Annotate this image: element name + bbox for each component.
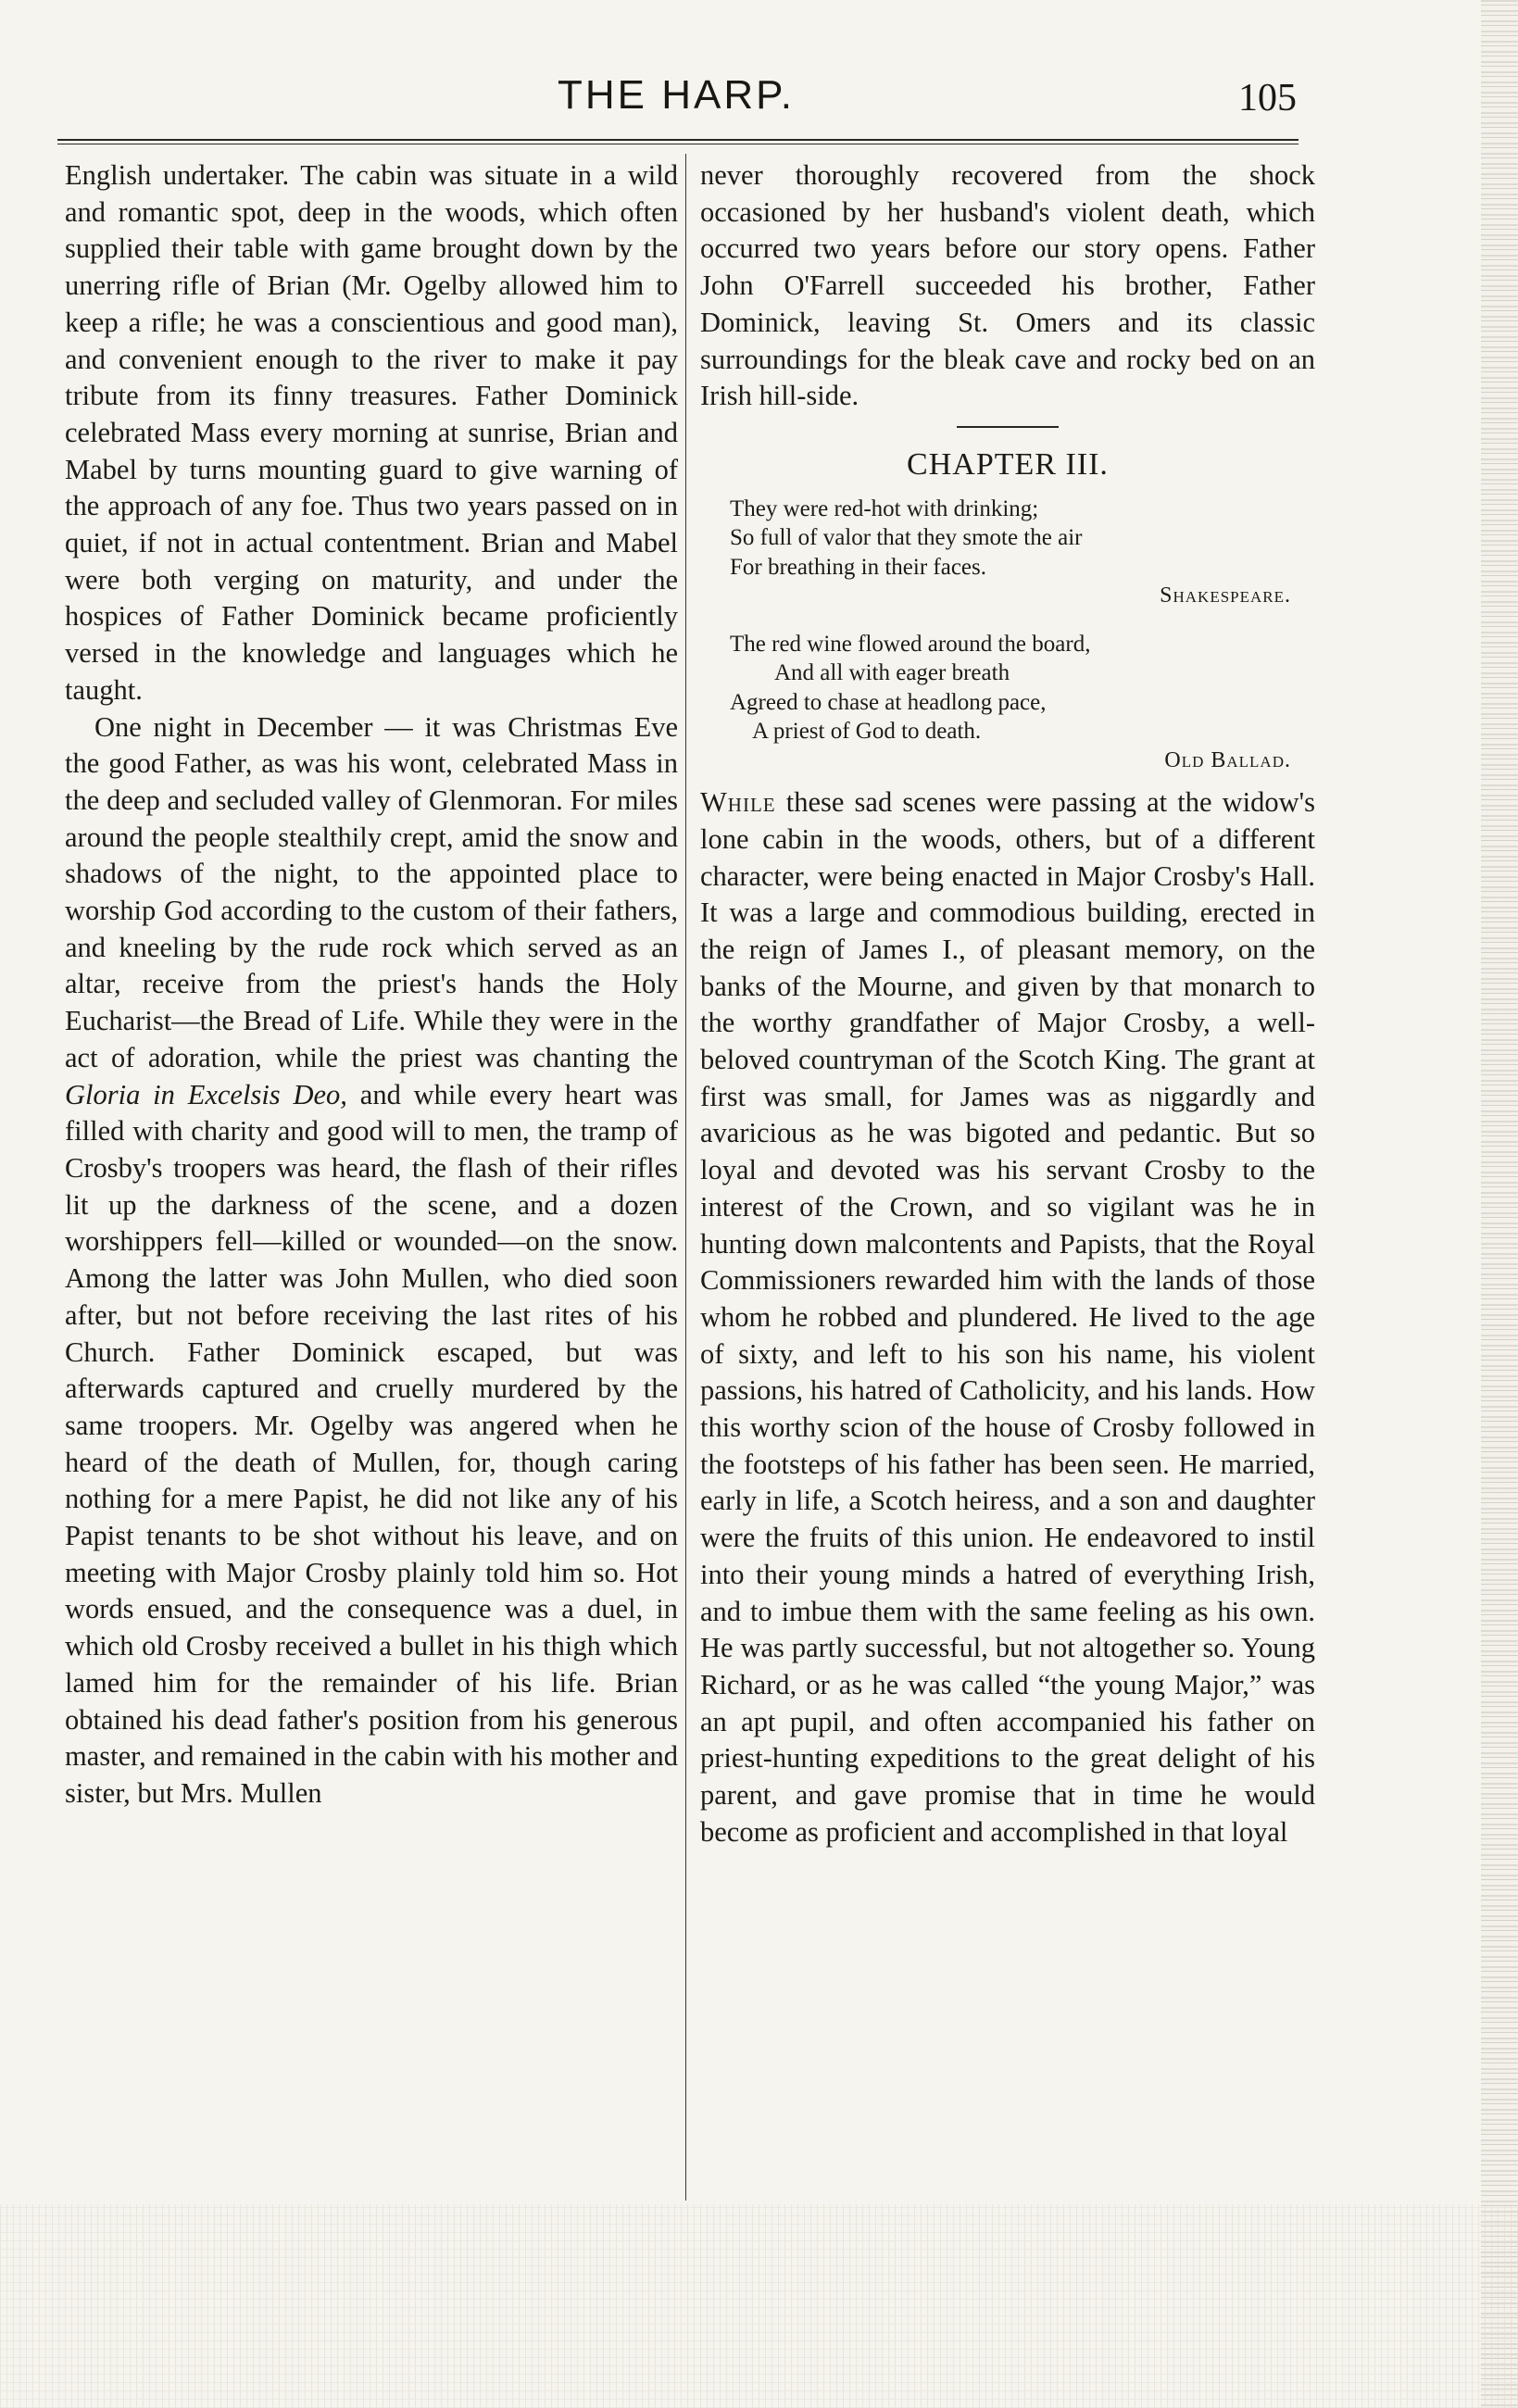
paper-grain [0, 2204, 1518, 2408]
verse-line: Agreed to chase at headlong pace, [730, 689, 1047, 715]
verse-attribution: Shakespeare. [1160, 583, 1291, 608]
paragraph-text: these sad scenes were passing at the widow's lone cabin in the woods, others, but of a different character, were being enacted in Major Crosby's Hall. It was a large and commodious building, erected in the reign of James I., of pleasant memory, on the banks of the Mourne, and given by that monarch to the worthy grandfather of Major Crosby, a well-beloved countryman of the Scotch King. The grant at first was small, for James was as niggardly and avaricious as he was bigoted and pedantic. But so loyal and devoted was his servant Crosby to the interest of the Crown, and so vigilant was he in hunting down malcontents and Papists, that the Royal Commissioners rewarded him with the lands of those whom he robbed and plundered. He lived to the age of sixty, and left to his son his name, his violent passions, his hatred of Catholicity, and his lands. How this worthy scion of the house of Crosby followed in the footsteps of his father has been seen. He married, early in life, a Scotch heiress, and a son and daughter were the fruits of this union. He endeavored to instil into their young minds a hatred of everything Irish, and to imbue them with the same feeling as his own. He was partly successful, but not altogether so. Young Richard, or as he was called “the young Major,” was an apt pupil, and often accompanied his father on priest-hunting expeditions to the great delight of his parent, and gave promise that in time he would become as proficient and accomplished in that loyal [700, 786, 1315, 1848]
verse-line: So full of valor that they smote the air [730, 525, 1083, 551]
paragraph [700, 784, 1315, 1850]
verse-line: They were red-hot with drinking; [730, 495, 1039, 521]
chapter-heading: CHAPTER III. [907, 446, 1109, 482]
spacer [700, 611, 1315, 630]
left-column [65, 157, 678, 1812]
running-head [56, 72, 1297, 128]
header-rule [57, 139, 1298, 144]
paragraph: never thoroughly recovered from the shock occasioned by her husband's violent death, which occurred two years before our story opens. Father John O'Farrell succeeded his brother, Father Dominick, leaving St. Omers and its classic surroundings for the bleak cave and rocky bed on an Irish hill-side. [700, 159, 1315, 412]
page-edge-texture [1481, 0, 1518, 2408]
paragraph-text: and while every heart was filled with charity and good will to men, the tramp of Crosby's troopers was heard, the flash of their rifles lit up the darkness of the scene, and a dozen worshippers fell—killed or wounded—on the snow. Among the latter was John Mullen, who died soon after, but not before receiving the last rites of his Church. Father Dominick escaped, but was afterwards captured and cruelly murdered by the same troopers. Mr. Ogelby was angered when he heard of the death of Mullen, for, though caring nothing for a mere Papist, he did not like any of his Papist tenants to be shot without his leave, and on meeting with Major Crosby plainly told him so. Hot words ensued, and the consequence was a duel, in which old Crosby received a bullet in his thigh which lamed him for the remainder of his life. Brian obtained his dead father's position from his generous master, and remained in the cabin with his mother and sister, but Mrs. Mullen [65, 1078, 679, 1809]
latin-phrase: Gloria in Excelsis Deo, [65, 1078, 347, 1110]
paragraph: English undertaker. The cabin was situate in a wild and romantic spot, deep in the woods, which often supplied their table with game brought down by the unerring rifle of Brian (Mr. Ogelby allowed him to keep a rifle; he was a conscientious and good man), and convenient enough to the river to make it pay tribute from its finny treasures. Father Dominick celebrated Mass every morning at sunrise, Brian and Mabel by turns mounting guard to give warning of the approach of any foe. Thus two years passed on in quiet, if not in actual contentment. Brian and Mabel were both verging on maturity, and under the hospices of Father Dominick became proficiently versed in the knowledge and languages which he taught. [65, 159, 678, 706]
verse-line: The red wine flowed around the board, [730, 631, 1091, 657]
paragraph [65, 709, 678, 1812]
chapter-rule [957, 426, 1059, 428]
epigraph-verse [700, 495, 1315, 611]
column-divider [685, 154, 686, 2201]
page-number: 105 [1238, 77, 1297, 119]
verse-line: For breathing in their faces. [730, 554, 986, 580]
verse-line: And all with eager breath [774, 660, 1010, 686]
spacer [700, 775, 1315, 784]
paragraph-text: One night in December — it was Christmas Eve the good Father, as was his wont, celebrated Mass in the deep and secluded valley of Glenmoran. For miles around the people stealthily crept, amid the snow and shadows of the night, to the appointed place to worship God according to the custom of their fathers, and kneeling by the rude rock which served as an altar, receive from the priest's hands the Holy Eucharist—the Bread of Life. While they were in the act of adoration, while the priest was chanting the [65, 710, 678, 1073]
verse-attribution: Old Ballad. [1164, 747, 1291, 772]
epigraph-verse [700, 630, 1315, 776]
publication-title: THE HARP. [557, 72, 796, 118]
right-column [700, 157, 1315, 1851]
verse-line: A priest of God to death. [752, 719, 982, 745]
lead-word: While [700, 786, 776, 819]
